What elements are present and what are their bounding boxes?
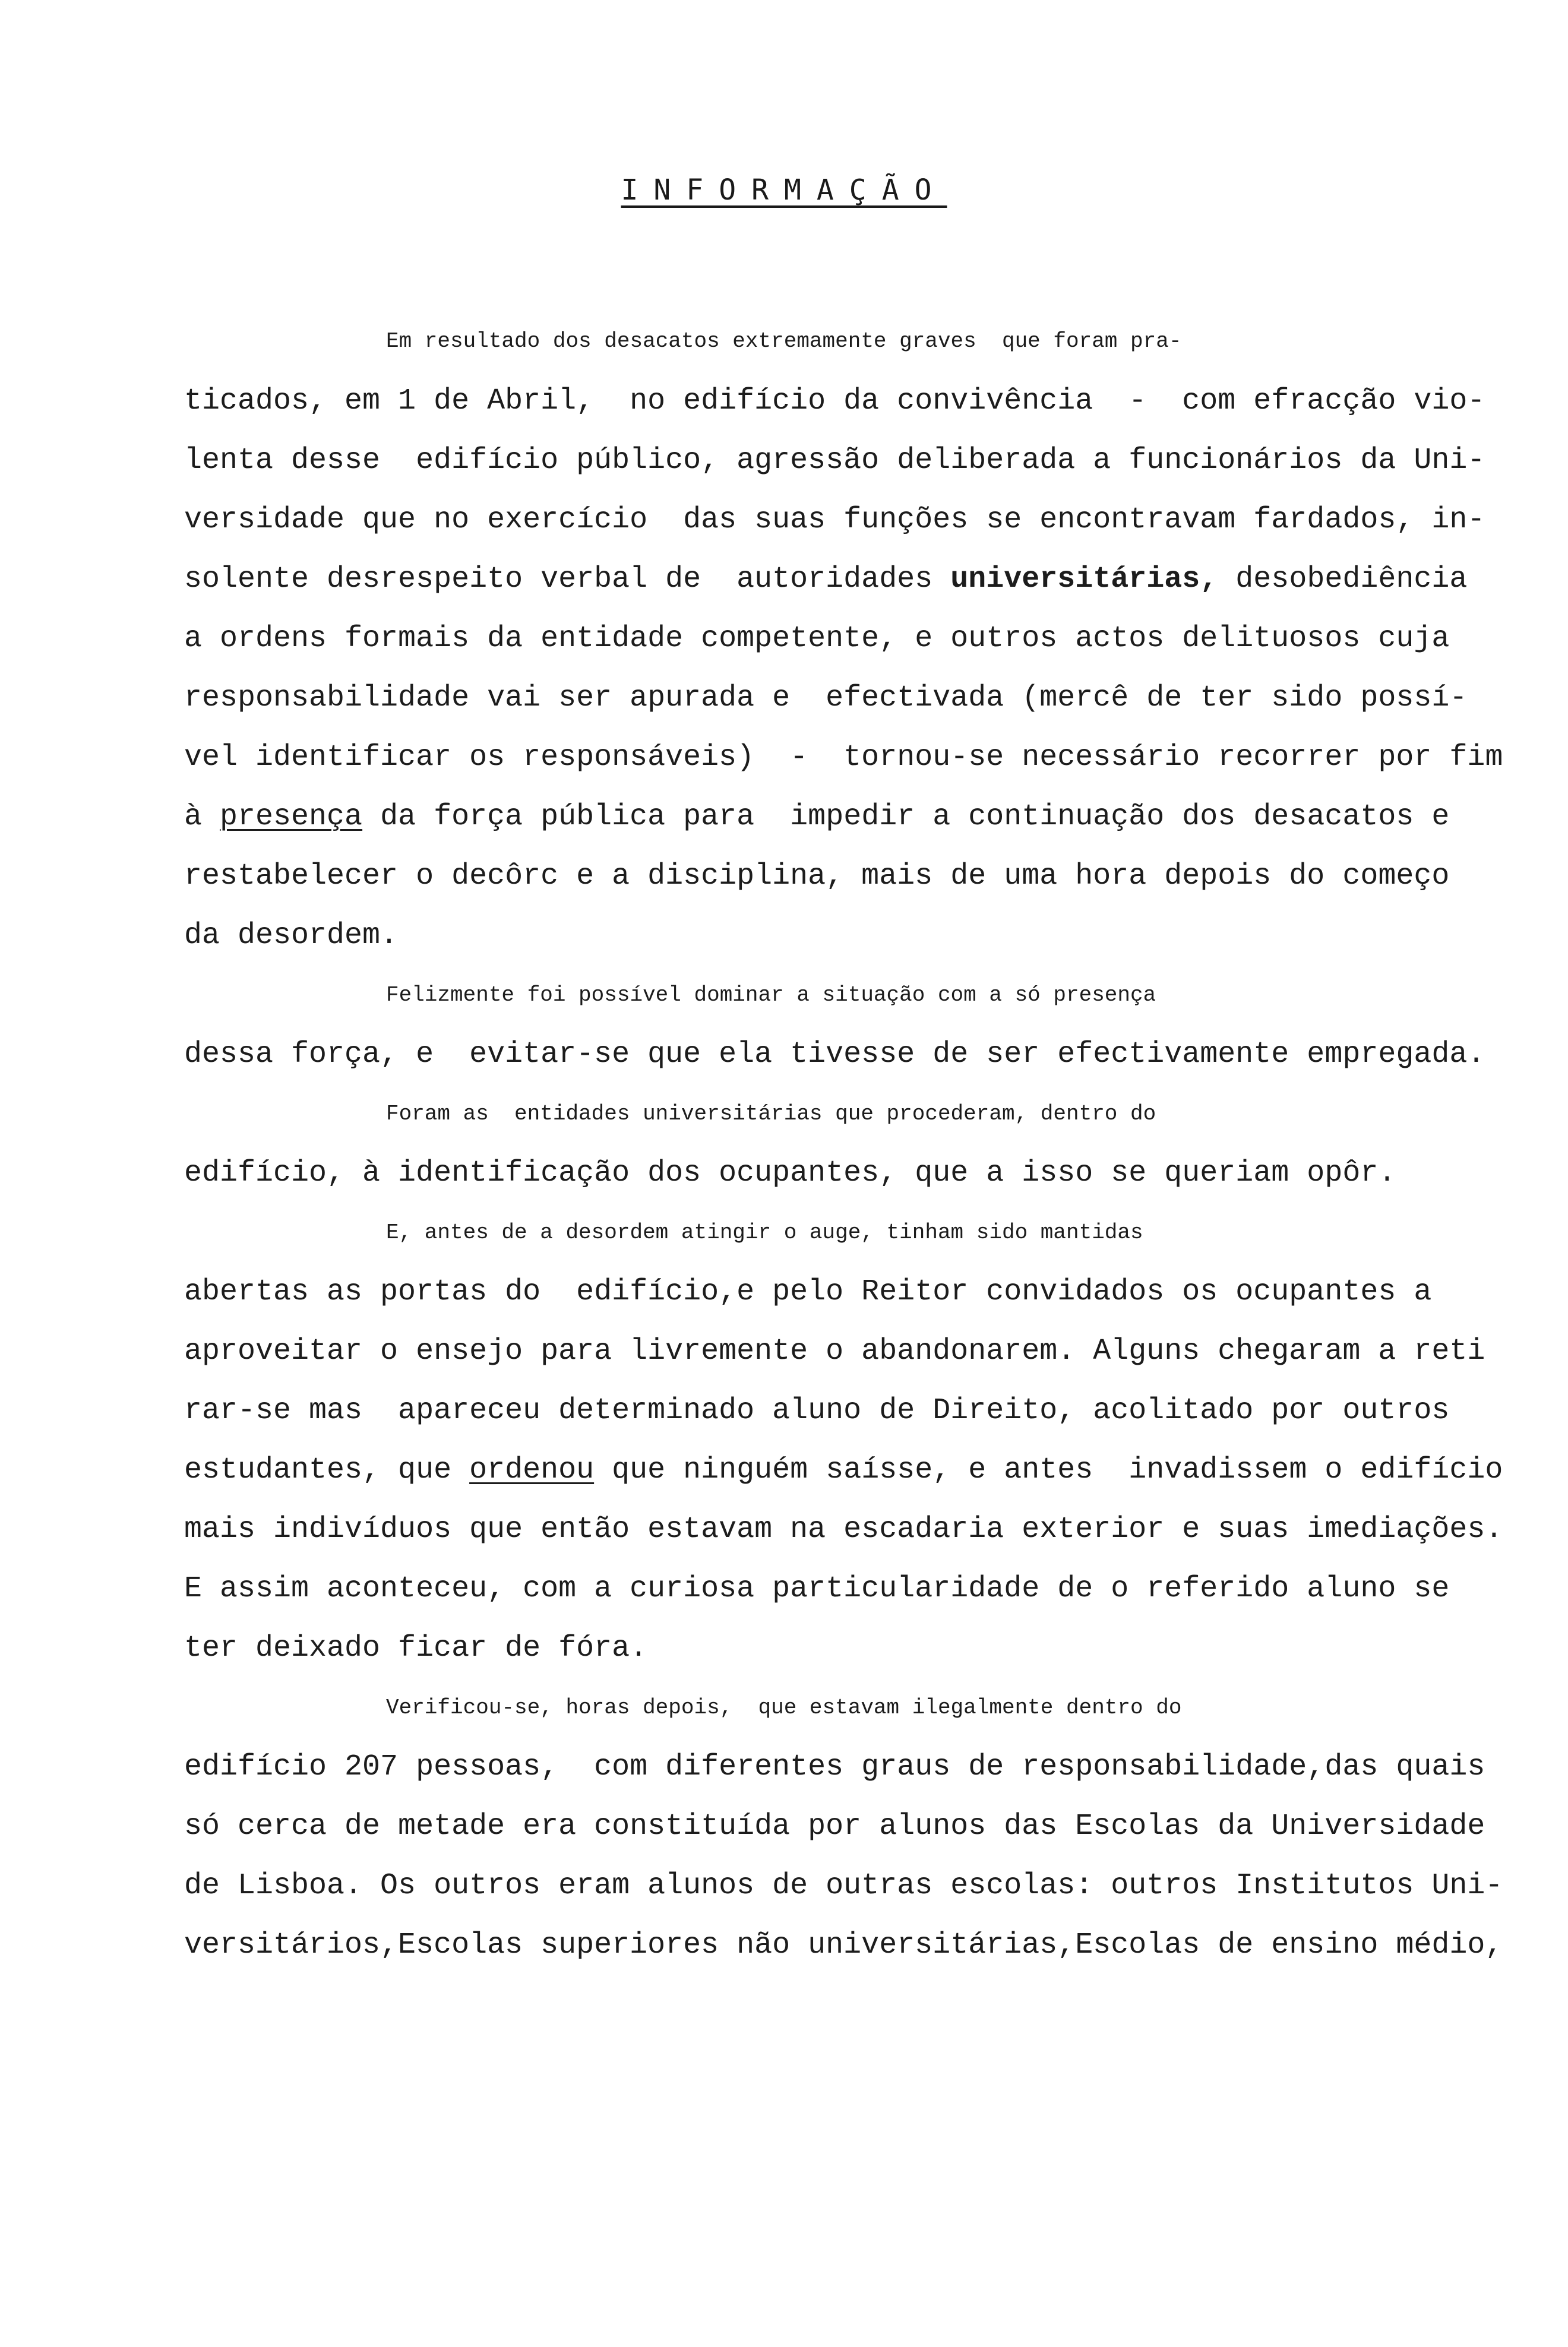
text-line: de Lisboa. Os outros eram alunos de outras escolas: outros Institutos Uni- <box>184 1869 1503 1903</box>
text-line: edifício 207 pessoas, com diferentes graus de responsabilidade,das quais <box>184 1750 1485 1784</box>
text-line: a ordens formais da entidade competente, e outros actos delituosos cuja <box>184 622 1450 656</box>
text-fragment: que ninguém saísse, e antes invadissem o edifício <box>594 1453 1503 1487</box>
text-line: só cerca de metade era constituída por alunos das Escolas da Universidade <box>184 1810 1485 1843</box>
text-line: Foram as entidades universitárias que procederam, dentro do <box>386 1102 1156 1126</box>
text-line: vel identificar os responsáveis) - tornou-se necessário recorrer por fim <box>184 741 1503 774</box>
text-line: E, antes de a desordem atingir o auge, tinham sido mantidas <box>386 1220 1143 1245</box>
document-title: INFORMAÇÃO <box>621 173 947 207</box>
bold-text: universitárias, <box>950 562 1218 596</box>
underlined-text: ordenou <box>469 1453 595 1487</box>
text-line: da desordem. <box>184 919 399 953</box>
text-line: versidade que no exercício das suas funções se encontravam fardados, in- <box>184 503 1485 537</box>
text-line: E assim aconteceu, com a curiosa particularidade de o referido aluno se <box>184 1572 1450 1606</box>
text-fragment: solente desrespeito verbal de autoridades <box>184 562 951 596</box>
text-line: ticados, em 1 de Abril, no edifício da convivência - com efracção vio- <box>184 384 1485 418</box>
text-line: aproveitar o ensejo para livremente o abandonarem. Alguns chegaram a reti <box>184 1334 1485 1368</box>
text-line: mais indivíduos que então estavam na escadaria exterior e suas imediações. <box>184 1513 1503 1546</box>
text-line: versitários,Escolas superiores não universitárias,Escolas de ensino médio, <box>184 1928 1503 1962</box>
text-fragment: estudantes, que <box>184 1453 470 1487</box>
text-line: Felizmente foi possível dominar a situação com a só presença <box>386 983 1156 1007</box>
text-line: rar-se mas apareceu determinado aluno de Direito, acolitado por outros <box>184 1394 1450 1428</box>
text-line: lenta desse edifício público, agressão deliberada a funcionários da Uni- <box>184 444 1485 477</box>
text-line <box>184 1453 1515 1488</box>
underlined-text: presença <box>220 800 363 834</box>
text-line <box>184 562 1515 597</box>
text-line: Verificou-se, horas depois, que estavam ilegalmente dentro do <box>386 1696 1182 1720</box>
text-line: responsabilidade vai ser apurada e efectivada (mercê de ter sido possí- <box>184 681 1468 715</box>
text-line: edifício, à identificação dos ocupantes, que a isso se queriam opôr. <box>184 1156 1396 1190</box>
text-line: restabelecer o decôrc e a disciplina, mais de uma hora depois do começo <box>184 859 1450 893</box>
text-fragment: à <box>184 800 220 834</box>
text-line: ter deixado ficar de fóra. <box>184 1631 648 1665</box>
text-line: dessa força, e evitar-se que ela tivesse de ser efectivamente empregada. <box>184 1038 1485 1071</box>
text-line: Em resultado dos desacatos extremamente graves que foram pra- <box>386 329 1182 353</box>
text-line <box>184 799 1515 835</box>
text-fragment: da força pública para impedir a continuação dos desacatos e <box>362 800 1450 834</box>
text-line: abertas as portas do edifício,e pelo Reitor convidados os ocupantes a <box>184 1275 1432 1309</box>
text-fragment: desobediência <box>1218 562 1468 596</box>
